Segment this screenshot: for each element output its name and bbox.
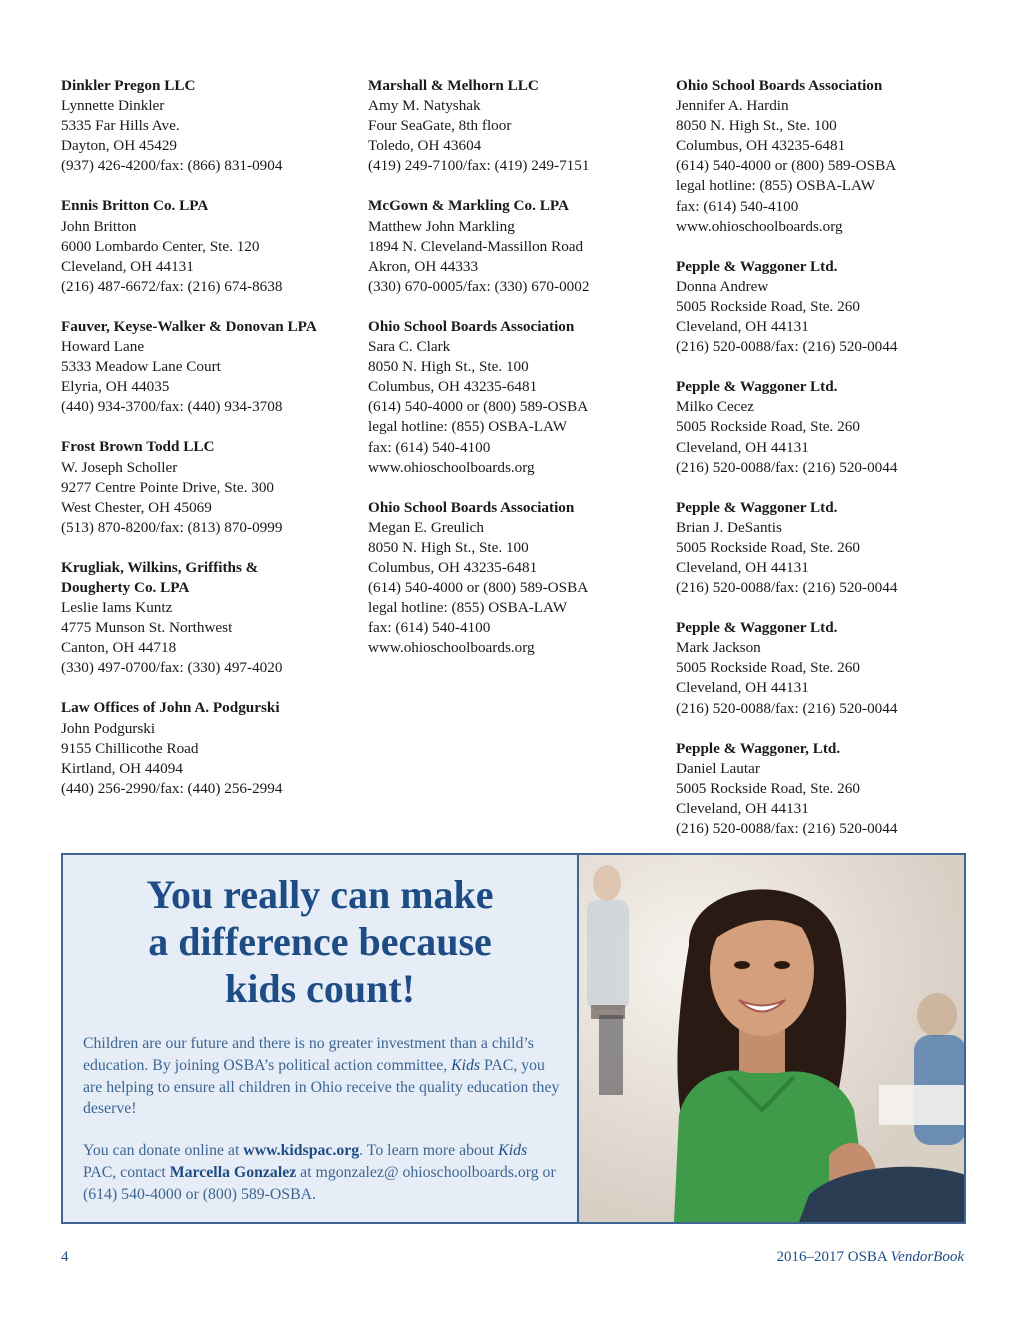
vendor-detail-line: www.ohioschoolboards.org bbox=[368, 639, 535, 657]
student-illustration bbox=[579, 855, 966, 1222]
vendor-detail-line: John Britton bbox=[61, 217, 137, 235]
donate-text: PAC, contact bbox=[83, 1163, 170, 1181]
kids-pac-text-panel bbox=[63, 855, 577, 1222]
vendor-firm-name: Pepple & Waggoner Ltd. bbox=[676, 257, 838, 275]
vendor-detail-line: 5333 Meadow Lane Court bbox=[61, 358, 221, 376]
vendor-detail-line: Elyria, OH 44035 bbox=[61, 378, 170, 396]
vendor-entry bbox=[676, 618, 976, 718]
vendor-detail-line: fax: (614) 540-4100 bbox=[368, 619, 491, 637]
kidspac-website-link[interactable]: www.kidspac.org bbox=[243, 1142, 360, 1159]
vendor-detail-line: Columbus, OH 43235-6481 bbox=[676, 137, 846, 155]
vendor-detail-line: 5335 Far Hills Ave. bbox=[61, 117, 180, 135]
vendor-firm-name: Ohio School Boards Association bbox=[368, 498, 575, 516]
vendor-detail-line: Megan E. Greulich bbox=[368, 518, 484, 536]
vendor-detail-line: 5005 Rockside Road, Ste. 260 bbox=[676, 418, 860, 436]
contact-name: Marcella Gonzalez bbox=[169, 1163, 297, 1181]
vendor-detail-line: Milko Cecez bbox=[676, 398, 755, 416]
vendor-detail-line: Donna Andrew bbox=[676, 277, 769, 295]
vendor-detail-line: (330) 497-0700/fax: (330) 497-4020 bbox=[61, 659, 283, 677]
vendor-entry bbox=[368, 317, 668, 478]
vendor-detail-line: Toledo, OH 43604 bbox=[368, 137, 482, 155]
vendor-firm-name: Ohio School Boards Association bbox=[676, 77, 883, 94]
vendor-detail-line: (937) 426-4200/fax: (866) 831-0904 bbox=[61, 157, 283, 175]
kids-pac-donate bbox=[83, 1140, 563, 1205]
intro-text: Children are our future and there is no greater investment than a child’s education. By joining OSBA’s political action committee, bbox=[83, 1035, 534, 1074]
vendor-detail-line: 8050 N. High St., Ste. 100 bbox=[368, 358, 529, 376]
kids-italic: Kids bbox=[451, 1056, 481, 1074]
vendor-detail-line: (614) 540-4000 or (800) 589-OSBA bbox=[368, 398, 589, 416]
vendor-firm-name: Pepple & Waggoner Ltd. bbox=[676, 378, 838, 396]
vendor-detail-line: Daniel Lautar bbox=[676, 759, 760, 777]
vendor-detail-line: Sara C. Clark bbox=[368, 338, 451, 356]
vendor-detail-line: (216) 520-0088/fax: (216) 520-0044 bbox=[676, 338, 898, 356]
vendor-detail-line: Cleveland, OH 44131 bbox=[676, 799, 809, 817]
vendor-detail-line: Lynnette Dinkler bbox=[61, 97, 165, 115]
vendor-detail-line: Kirtland, OH 44094 bbox=[61, 759, 183, 777]
listing-column-2 bbox=[368, 76, 668, 678]
vendor-detail-line: (419) 249-7100/fax: (419) 249-7151 bbox=[368, 157, 590, 175]
headline-line: a difference because bbox=[148, 919, 492, 964]
vendor-detail-line: Akron, OH 44333 bbox=[368, 257, 479, 275]
vendor-detail-line: www.ohioschoolboards.org bbox=[676, 217, 843, 235]
vendor-entry bbox=[368, 196, 668, 296]
vendor-entry bbox=[676, 76, 976, 237]
vendor-detail-line: Matthew John Markling bbox=[368, 217, 515, 235]
vendor-detail-line: Dayton, OH 45429 bbox=[61, 137, 178, 155]
vendor-firm-name: Frost Brown Todd LLC bbox=[61, 438, 215, 456]
donate-text: at mgonzalez@ ohioschoolboards.org or (614) 540-4000 or (800) 589-OSBA. bbox=[83, 1163, 556, 1203]
vendor-entry bbox=[61, 437, 361, 537]
vendor-detail-line: (330) 670-0005/fax: (330) 670-0002 bbox=[368, 277, 590, 295]
vendor-detail-line: (216) 520-0088/fax: (216) 520-0044 bbox=[676, 820, 898, 837]
vendor-detail-line: Leslie Iams Kuntz bbox=[61, 599, 173, 617]
vendor-detail-line: 5005 Rockside Road, Ste. 260 bbox=[676, 659, 860, 677]
vendor-detail-line: 8050 N. High St., Ste. 100 bbox=[368, 538, 529, 556]
kids-italic: Kids bbox=[498, 1142, 528, 1159]
vendor-detail-line: Cleveland, OH 44131 bbox=[61, 257, 194, 275]
student-photo bbox=[577, 855, 966, 1222]
listing-column-3 bbox=[676, 76, 976, 859]
vendor-detail-line: Columbus, OH 43235-6481 bbox=[368, 378, 538, 396]
vendor-firm-name: Pepple & Waggoner Ltd. bbox=[676, 619, 838, 637]
vendor-detail-line: Jennifer A. Hardin bbox=[676, 97, 789, 115]
vendor-detail-line: 5005 Rockside Road, Ste. 260 bbox=[676, 538, 860, 556]
vendor-firm-name: Krugliak, Wilkins, Griffiths & bbox=[61, 558, 259, 576]
vendor-detail-line: Amy M. Natyshak bbox=[368, 97, 481, 115]
publication-text: 2016–2017 OSBA bbox=[776, 1249, 891, 1265]
kids-pac-intro bbox=[83, 1033, 563, 1120]
vendor-detail-line: Four SeaGate, 8th floor bbox=[368, 117, 512, 135]
vendor-detail-line: 4775 Munson St. Northwest bbox=[61, 619, 233, 637]
vendor-detail-line: Mark Jackson bbox=[676, 639, 761, 657]
vendor-firm-name: Marshall & Melhorn LLC bbox=[368, 77, 539, 94]
vendor-entry bbox=[368, 76, 668, 176]
vendor-detail-line: 5005 Rockside Road, Ste. 260 bbox=[676, 297, 860, 315]
vendor-firm-name: Law Offices of John A. Podgurski bbox=[61, 699, 280, 717]
vendor-entry bbox=[61, 558, 361, 679]
vendor-firm-name: Dougherty Co. LPA bbox=[61, 578, 190, 596]
vendor-detail-line: (216) 520-0088/fax: (216) 520-0044 bbox=[676, 579, 898, 597]
vendor-detail-line: 5005 Rockside Road, Ste. 260 bbox=[676, 779, 860, 797]
vendor-detail-line: (614) 540-4000 or (800) 589-OSBA bbox=[676, 157, 897, 175]
headline-line: You really can make bbox=[146, 872, 494, 917]
vendor-detail-line: Brian J. DeSantis bbox=[676, 518, 782, 536]
donate-text: You can donate online at bbox=[83, 1142, 244, 1159]
vendor-detail-line: legal hotline: (855) OSBA-LAW bbox=[368, 418, 568, 436]
vendor-firm-name: Dinkler Pregon LLC bbox=[61, 77, 196, 94]
vendor-detail-line: Cleveland, OH 44131 bbox=[676, 679, 809, 697]
vendor-detail-line: (216) 487-6672/fax: (216) 674-8638 bbox=[61, 277, 283, 295]
vendor-firm-name: Fauver, Keyse-Walker & Donovan LPA bbox=[61, 317, 317, 335]
vendor-detail-line: legal hotline: (855) OSBA-LAW bbox=[368, 599, 568, 617]
vendor-detail-line: 9155 Chillicothe Road bbox=[61, 739, 199, 757]
vendor-detail-line: Cleveland, OH 44131 bbox=[676, 438, 809, 456]
vendor-detail-line: (614) 540-4000 or (800) 589-OSBA bbox=[368, 579, 589, 597]
vendor-entry bbox=[676, 498, 976, 598]
page-number: 4 bbox=[61, 1249, 69, 1265]
vendor-firm-name: Ennis Britton Co. LPA bbox=[61, 197, 209, 215]
vendor-detail-line: 8050 N. High St., Ste. 100 bbox=[676, 117, 837, 135]
vendor-detail-line: Howard Lane bbox=[61, 338, 145, 356]
vendor-detail-line: (513) 870-8200/fax: (813) 870-0999 bbox=[61, 518, 283, 536]
vendor-detail-line: W. Joseph Scholler bbox=[61, 458, 178, 476]
publication-italic: VendorBook bbox=[890, 1249, 964, 1265]
vendor-detail-line: 1894 N. Cleveland-Massillon Road bbox=[368, 237, 584, 255]
vendor-detail-line: (440) 256-2990/fax: (440) 256-2994 bbox=[61, 779, 283, 797]
vendor-detail-line: fax: (614) 540-4100 bbox=[368, 438, 491, 456]
vendor-detail-line: Canton, OH 44718 bbox=[61, 639, 177, 657]
vendor-detail-line: 9277 Centre Pointe Drive, Ste. 300 bbox=[61, 478, 275, 496]
vendor-firm-name: Pepple & Waggoner, Ltd. bbox=[676, 739, 841, 757]
listing-column-1 bbox=[61, 76, 361, 819]
vendor-entry bbox=[61, 196, 361, 296]
vendor-detail-line: (440) 934-3700/fax: (440) 934-3708 bbox=[61, 398, 283, 416]
vendor-entry bbox=[368, 498, 668, 659]
kids-pac-ad bbox=[61, 853, 966, 1224]
vendor-entry bbox=[676, 739, 976, 839]
vendor-detail-line: 6000 Lombardo Center, Ste. 120 bbox=[61, 237, 260, 255]
vendor-entry bbox=[61, 76, 361, 176]
vendor-detail-line: fax: (614) 540-4100 bbox=[676, 197, 799, 215]
vendor-detail-line: Cleveland, OH 44131 bbox=[676, 558, 809, 576]
vendor-detail-line: www.ohioschoolboards.org bbox=[368, 458, 535, 476]
vendor-firm-name: Ohio School Boards Association bbox=[368, 317, 575, 335]
kids-pac-headline bbox=[81, 871, 559, 1012]
vendor-entry bbox=[676, 257, 976, 357]
vendor-detail-line: (216) 520-0088/fax: (216) 520-0044 bbox=[676, 699, 898, 717]
vendor-entry bbox=[61, 698, 361, 798]
headline-line: kids count! bbox=[224, 966, 416, 1011]
vendor-detail-line: (216) 520-0088/fax: (216) 520-0044 bbox=[676, 458, 898, 476]
vendor-detail-line: Cleveland, OH 44131 bbox=[676, 318, 809, 336]
page-footer bbox=[61, 1249, 964, 1271]
vendor-entry bbox=[676, 377, 976, 477]
vendor-firm-name: McGown & Markling Co. LPA bbox=[368, 197, 569, 215]
vendor-firm-name: Pepple & Waggoner Ltd. bbox=[676, 498, 838, 516]
publication-title bbox=[776, 1249, 964, 1266]
vendor-entry bbox=[61, 317, 361, 417]
donate-text: . To learn more about bbox=[359, 1142, 499, 1159]
vendor-detail-line: Columbus, OH 43235-6481 bbox=[368, 558, 538, 576]
vendor-detail-line: West Chester, OH 45069 bbox=[61, 498, 212, 516]
vendor-detail-line: John Podgurski bbox=[61, 719, 156, 737]
vendor-detail-line: legal hotline: (855) OSBA-LAW bbox=[676, 177, 876, 195]
intro-text: PAC, you are helping to ensure all children in Ohio receive the quality education they deserve! bbox=[83, 1056, 560, 1118]
